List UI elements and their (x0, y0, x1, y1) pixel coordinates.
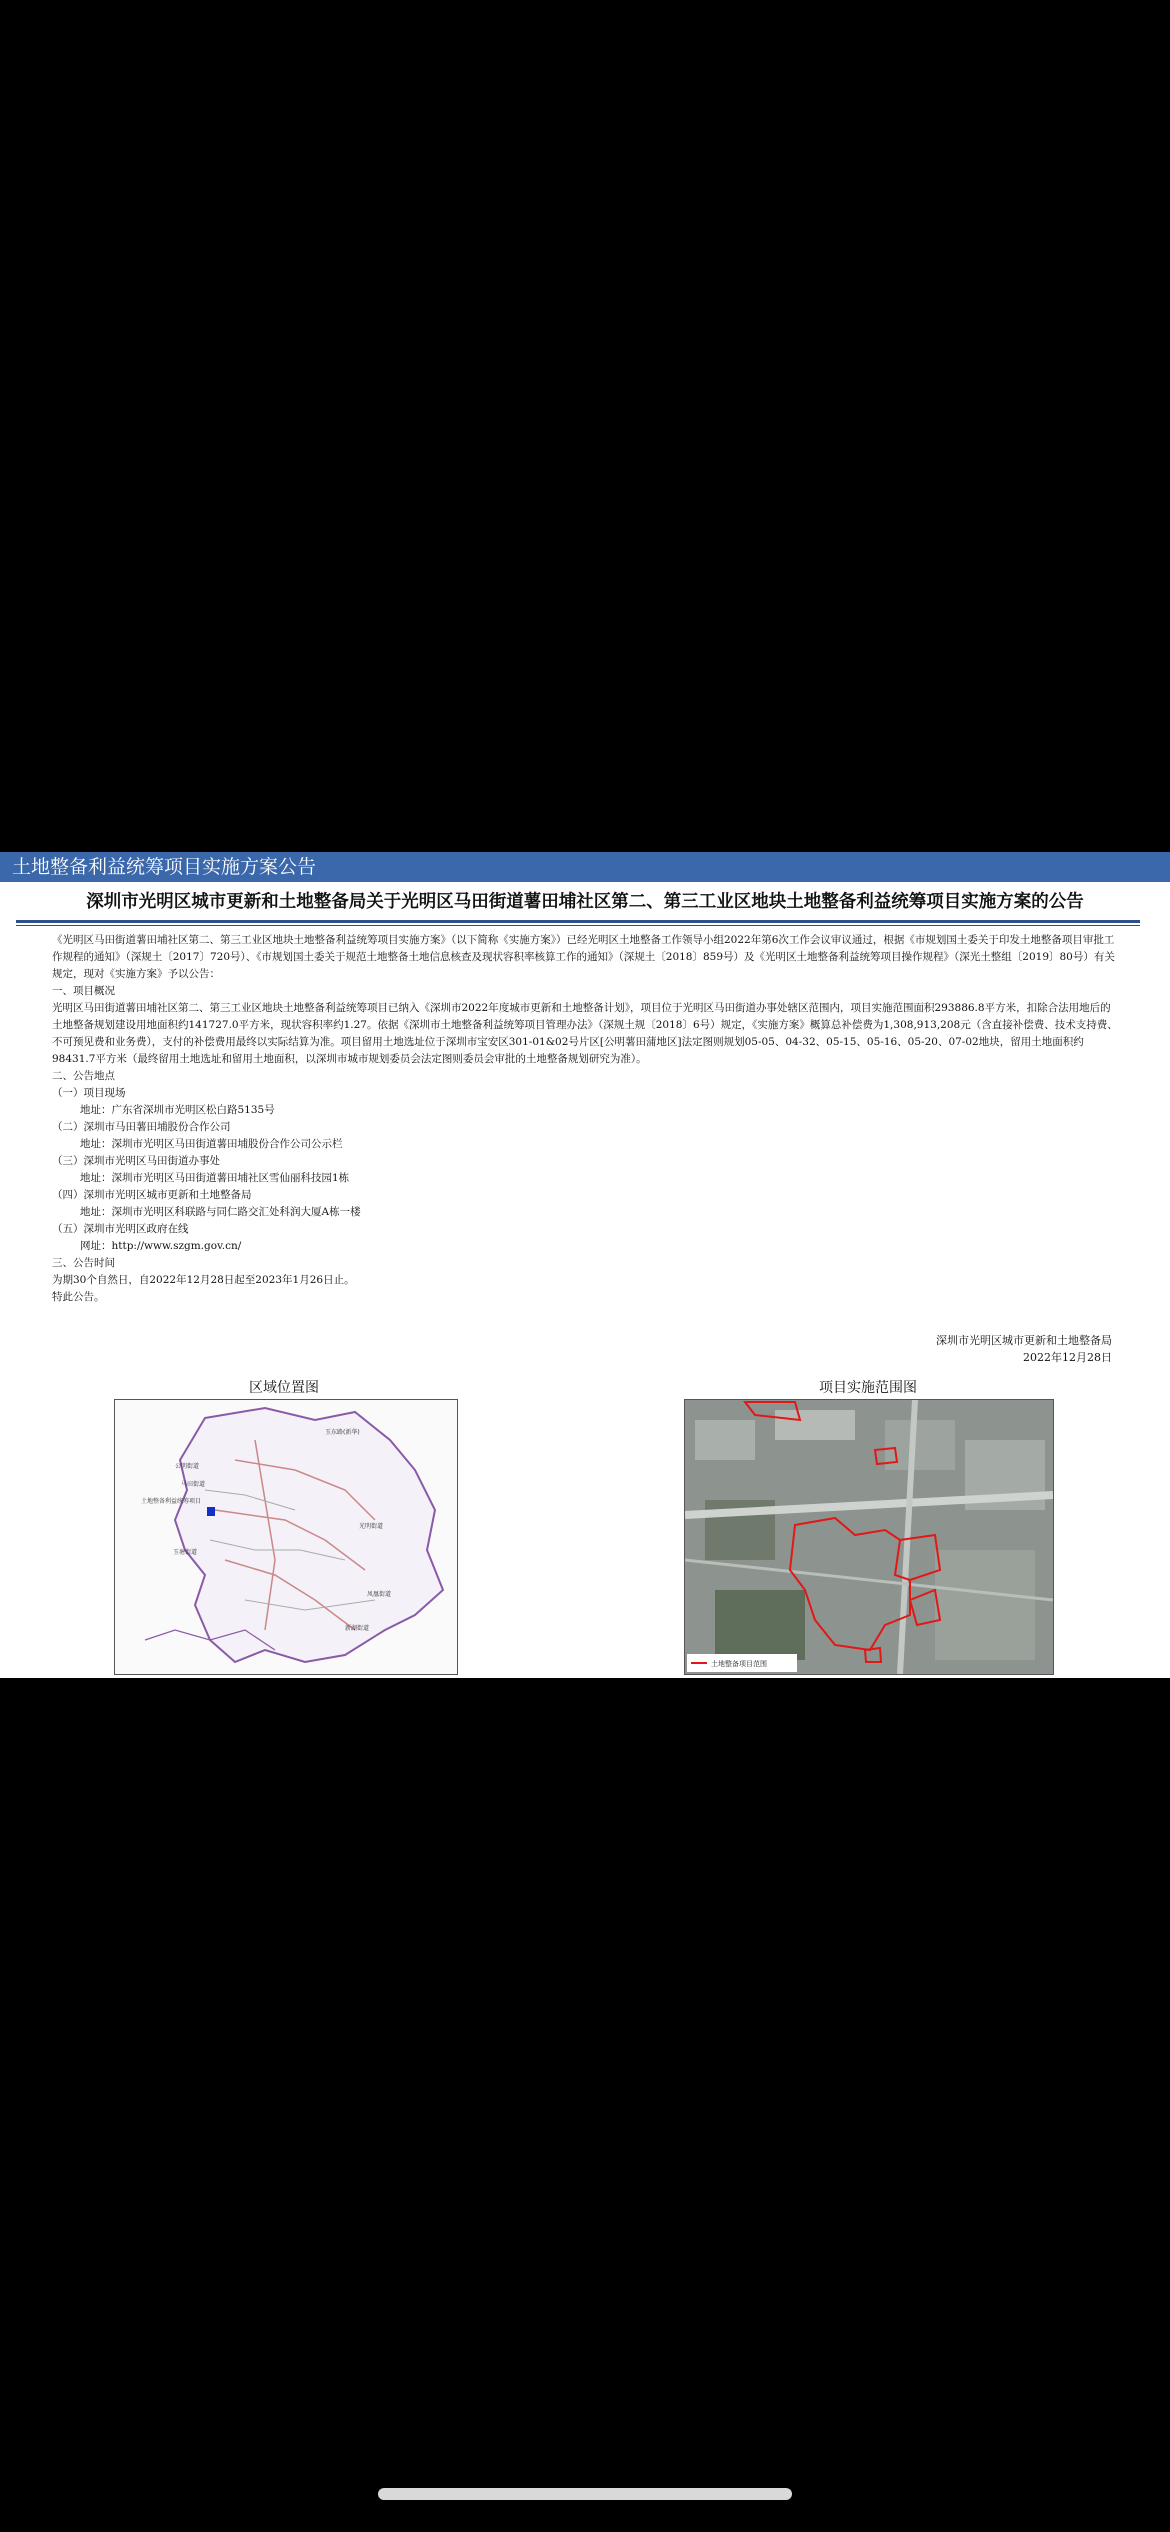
notice-body (32, 932, 1120, 1306)
signature-block (936, 1332, 1112, 1366)
project-map-title: 项目实施范围图 (819, 1380, 917, 1396)
place-address: 地址：广东省深圳市光明区松白路5135号 (80, 1104, 275, 1116)
map-label: 玉塘街道 (173, 1549, 198, 1556)
map-label: 新湖街道 (345, 1625, 370, 1632)
overview-paragraph: 光明区马田街道薯田埔社区第二、第三工业区地块土地整备利益统筹项目已纳入《深圳市2022年度城市更新和土地整备计划》，项目位于光明区马田街道办事处辖区范围内，项目实施范围面积293886.8平方米，扣除合法用地后的土地整备规划建设用地面积约141727.0平方米，现状容积率约1.27。依据《深圳市土地整备利益统筹项目管理办法》（深规土规〔2018〕6号）规定，《实施方案》概算总补偿费为1,308,913,208元（含直接补偿费、技术支持费、不可预见费和业务费），支付的补偿费用最终以实际结算为准。项目留用土地选址位于深圳市宝安区301-01&02号片区[公明薯田蒲地区]法定图则规划05-05、04-32、05-15、05-16、05-20、07-02地块，留用土地面积约98431.7平方米（最终留用土地选址和留用土地面积，以深圳市城市规划委员会法定图则委员会审批的土地整备规划研究为准）。 (52, 1002, 1118, 1065)
map-label: 玉东路(新华) (325, 1429, 360, 1436)
title-rule (16, 920, 1140, 923)
location-map-graphic (115, 1400, 457, 1674)
place-address: 地址：深圳市光明区马田街道薯田埔股份合作公司公示栏 (80, 1138, 343, 1150)
place-name: （五）深圳市光明区政府在线 (52, 1223, 189, 1235)
intro-paragraph: 《光明区马田街道薯田埔社区第二、第三工业区地块土地整备利益统筹项目实施方案》（以下简称《实施方案》）已经光明区土地整备工作领导小组2022年第6次工作会议审议通过，根据《市规划国土委关于印发土地整备项目审批工作规程的通知》（深规土〔2017〕720号）、《市规划国土委关于规范土地整备土地信息核查及现状容积率核算工作的通知》（深规土〔2018〕859号）及《光明区土地整备利益统筹项目操作规程》（深光土整组〔2019〕80号）有关规定，现对《实施方案》予以公告： (52, 934, 1115, 980)
project-map (684, 1399, 1054, 1675)
period-paragraph: 为期30个自然日，自2022年12月28日起至2023年1月26日止。 (52, 1274, 355, 1286)
place-address: 地址：深圳市光明区科联路与同仁路交汇处科润大厦A栋一楼 (80, 1206, 361, 1218)
place-name: （二）深圳市马田薯田埔股份合作公司 (52, 1121, 231, 1133)
notice-document (0, 852, 1170, 1678)
map-label: 土地整备利益统筹项目 (141, 1498, 202, 1505)
map-label: 光明街道 (359, 1523, 384, 1530)
notice-banner: 土地整备利益统筹项目实施方案公告 (0, 852, 1170, 882)
signer-name: 深圳市光明区城市更新和土地整备局 (936, 1334, 1112, 1347)
place-name: （一）项目现场 (52, 1087, 126, 1099)
section-heading: 一、项目概况 (52, 985, 115, 997)
place-address: 地址：深圳市光明区马田街道薯田埔社区雪仙丽科技园1栋 (80, 1172, 350, 1184)
place-name: （四）深圳市光明区城市更新和土地整备局 (52, 1189, 252, 1201)
map-label: 公明街道 (175, 1463, 200, 1470)
title-rule-thin (16, 925, 1140, 926)
location-map-title: 区域位置图 (249, 1380, 319, 1396)
location-map (114, 1399, 458, 1675)
notice-title: 深圳市光明区城市更新和土地整备局关于光明区马田街道薯田埔社区第二、第三工业区地块土地整备利益统筹项目实施方案的公告 (86, 892, 1084, 912)
map-legend-label: 土地整备项目范围 (711, 1660, 767, 1668)
section-heading: 二、公告地点 (52, 1070, 115, 1082)
place-website: 网址：http://www.szgm.gov.cn/ (80, 1240, 242, 1252)
home-indicator[interactable] (378, 2488, 792, 2500)
signature-date: 2022年12月28日 (1023, 1351, 1112, 1364)
closing-line: 特此公告。 (52, 1291, 105, 1303)
map-label: 凤凰街道 (367, 1591, 392, 1598)
section-heading: 三、公告时间 (52, 1257, 115, 1269)
place-name: （三）深圳市光明区马田街道办事处 (52, 1155, 220, 1167)
project-map-graphic (685, 1400, 1053, 1674)
map-label: 马田街道 (181, 1481, 206, 1488)
